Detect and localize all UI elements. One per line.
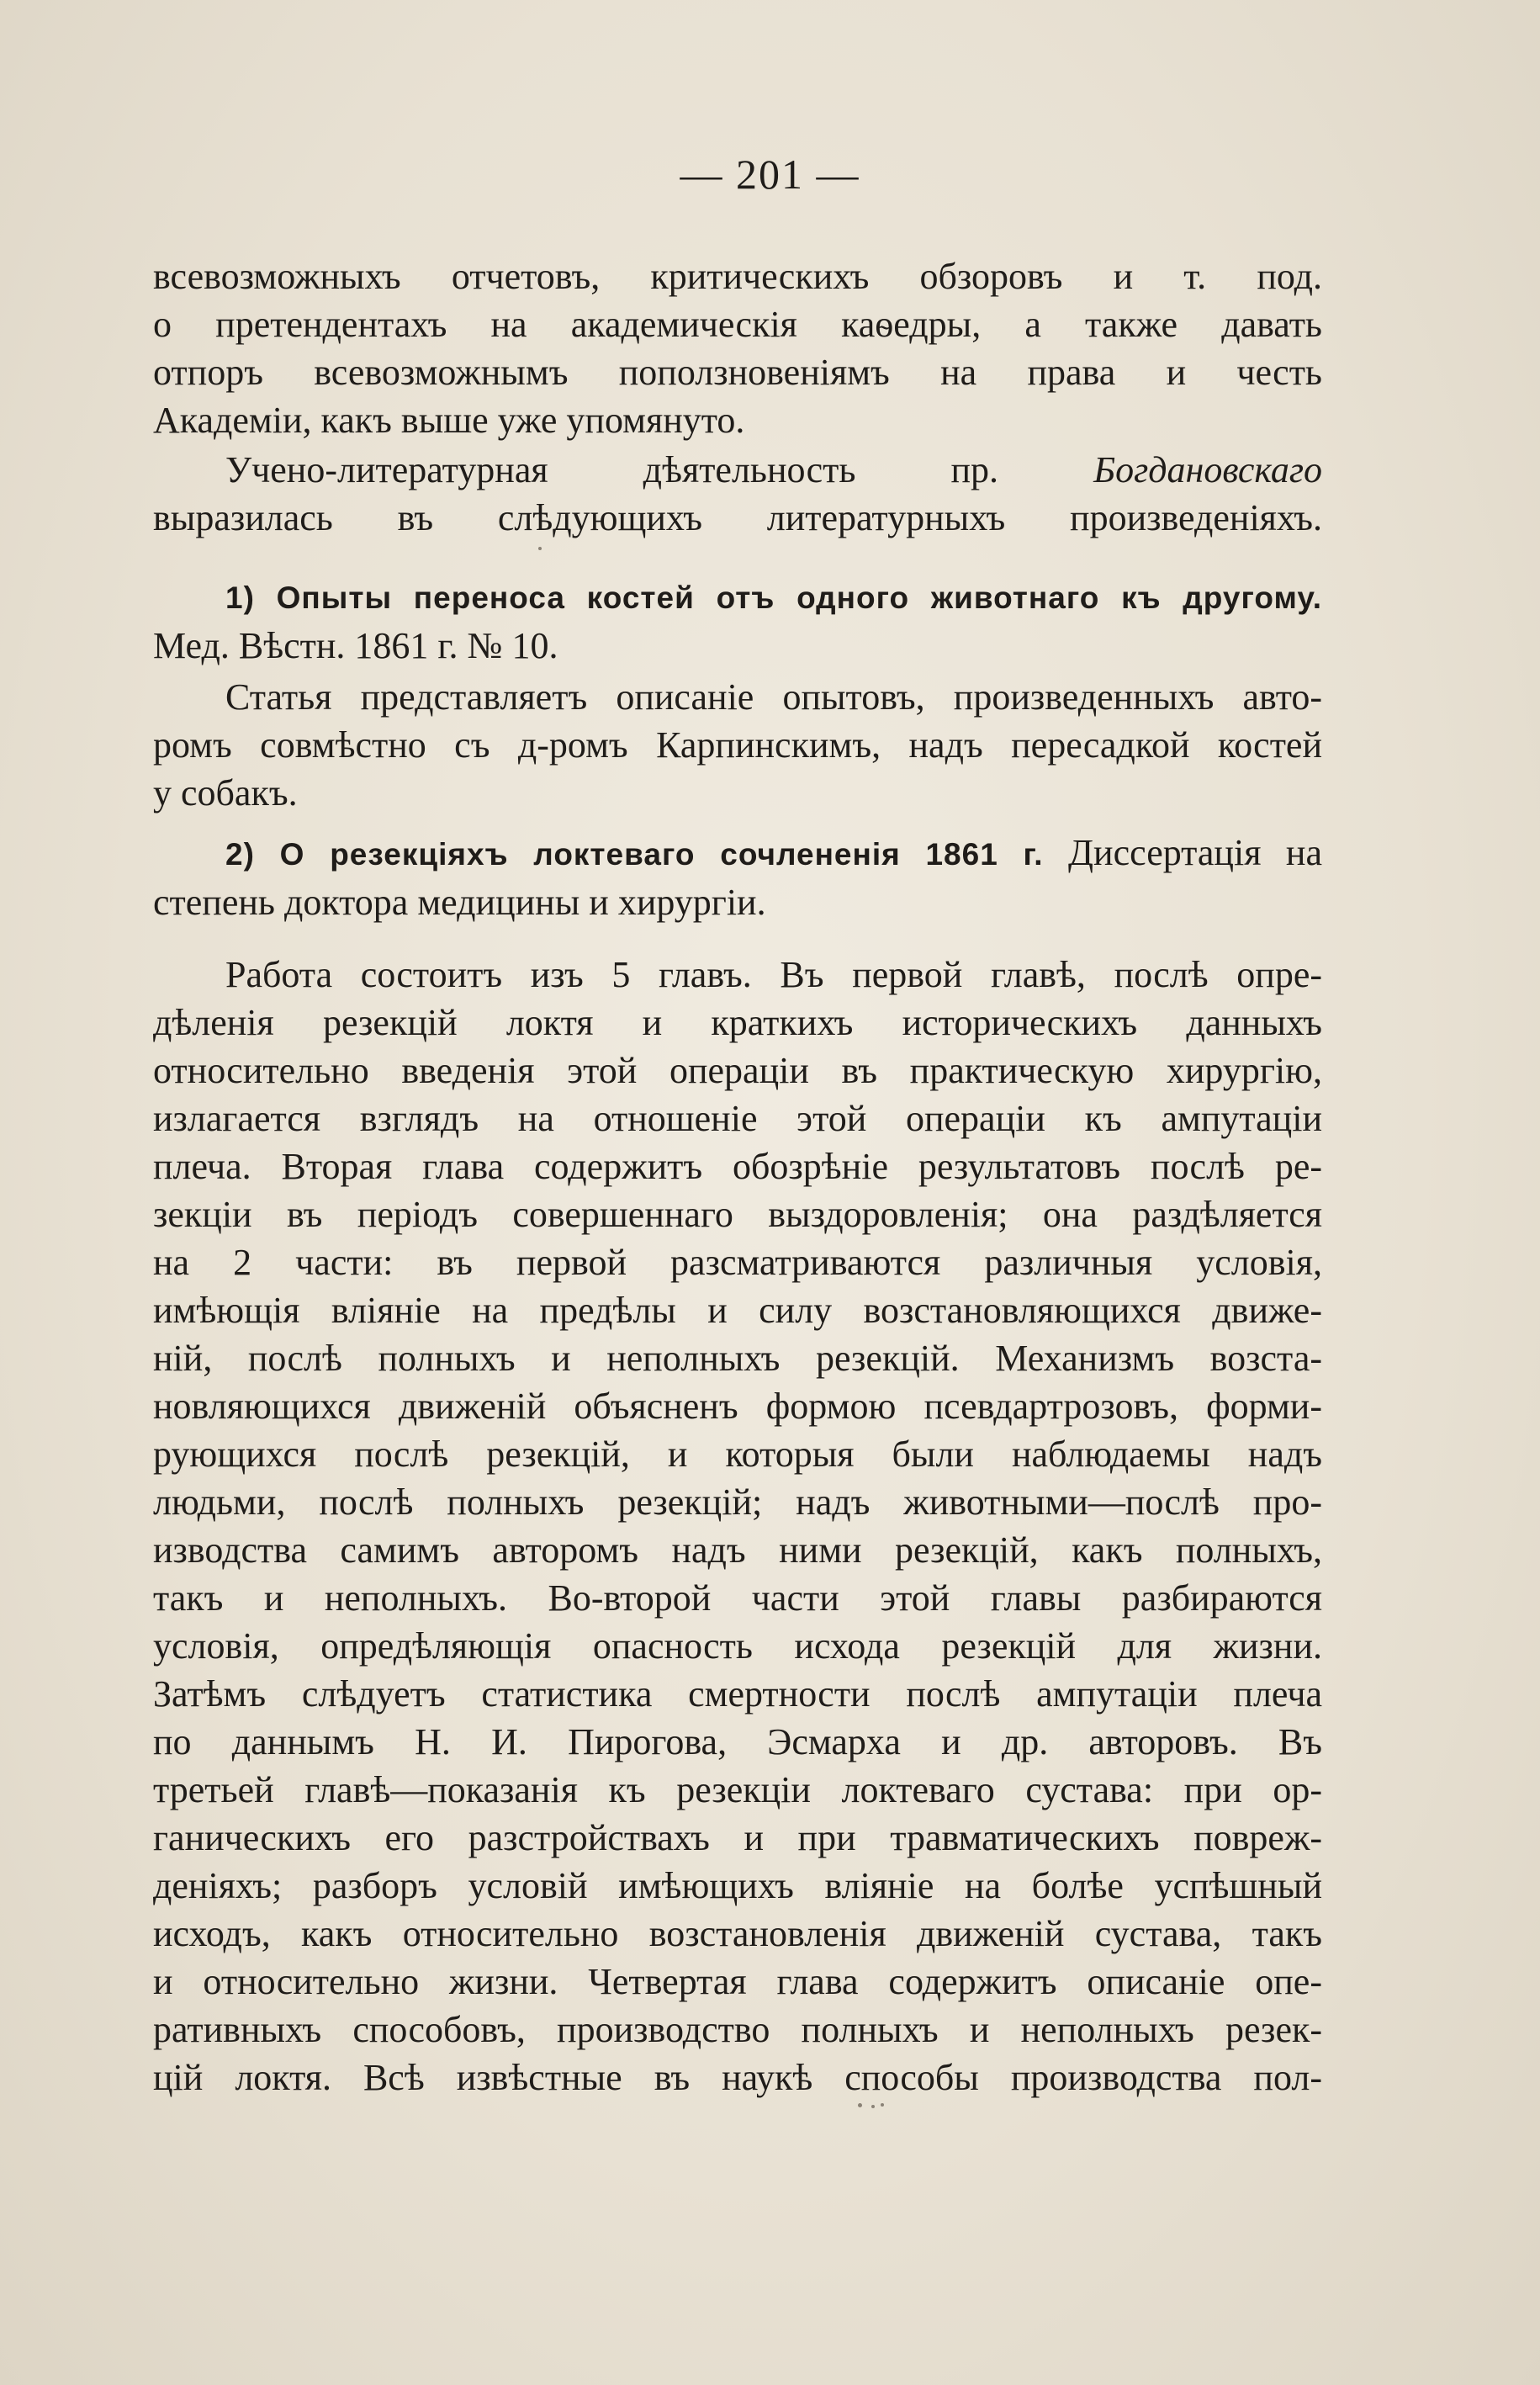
text-line: отпоръ всевозможнымъ поползновеніямъ на права и честь [153,352,1322,393]
text-line: Академіи, какъ выше уже упомянуто. [153,400,745,441]
work-2-description [153,951,1322,2101]
text-line: выразилась въ слѣдующихъ литературныхъ произведеніяхъ. [153,497,1322,538]
text-line: и относительно жизни. Четвертая глава содержитъ описаніе опе- [153,1961,1322,2002]
text-line [153,446,1322,494]
text-run: Учено-литературная дѣятельность пр. [225,449,999,490]
text-line: деніяхъ; разборъ условій имѣющихъ вліяніе на болѣе успѣшный [153,1865,1322,1906]
text-line: третьей главѣ—показанія къ резекціи локтеваго сустава: при ор- [153,1769,1322,1810]
text-line: имѣющія вліяніе на предѣлы и силу возстановляющихся движе- [153,1290,1322,1331]
text-line: людьми, послѣ полныхъ резекцій; надъ животными—послѣ про- [153,1481,1322,1523]
text-line: на 2 части: въ первой разсматриваются различныя условія, [153,1242,1322,1283]
text-line: ній, послѣ полныхъ и неполныхъ резекцій. Механизмъ возста- [153,1338,1322,1379]
work-entry-1 [153,574,1322,670]
text-line: ративныхъ способовъ, производство полныхъ и неполныхъ резек- [153,2009,1322,2050]
text-line: ганическихъ его разстройствахъ и при травматическихъ повреж- [153,1817,1322,1858]
text-line: исходъ, какъ относительно возстановленія движеній сустава, такъ [153,1913,1322,1954]
work-entry-2 [153,829,1322,926]
text-line: у собакъ. [153,772,298,814]
text-line: цій локтя. Всѣ извѣстные въ наукѣ способы производства пол- [153,2057,1322,2098]
text-line: новляющихся движеній объясненъ формою псевдартрозовъ, форми- [153,1386,1322,1427]
paragraph-continuation [153,252,1322,444]
work-title: 1) Опыты переноса костей отъ одного животнаго къ другому. [225,580,1322,615]
text-line: Работа состоитъ изъ 5 главъ. Въ первой главѣ, послѣ опре- [225,954,1322,995]
ink-speck [881,2103,884,2107]
work-reference: Мед. Вѣстн. 1861 г. № 10. [153,625,558,666]
text-line: о претендентахъ на академическія каѳедры, а также давать [153,304,1322,345]
text-line: такъ и неполныхъ. Во-второй части этой главы разбираются [153,1577,1322,1619]
text-line: изводства самимъ авторомъ надъ ними резекцій, какъ полныхъ, [153,1529,1322,1571]
ink-speck [858,2103,862,2107]
text-line: зекціи въ періодъ совершеннаго выздоровленія; она раздѣляется [153,1194,1322,1235]
text-line: степень доктора медицины и хирургіи. [153,882,766,923]
text-line [153,829,1322,878]
ink-speck [538,547,542,550]
text-line: условія, опредѣляющія опасность исхода резекцій для жизни. [153,1625,1322,1667]
text-line: по даннымъ Н. И. Пирогова, Эсмарха и др. авторовъ. Въ [153,1721,1322,1762]
work-1-description [153,673,1322,817]
text-line: Затѣмъ слѣдуетъ статистика смертности послѣ ампутаціи плеча [153,1673,1322,1715]
text-line: всевозможныхъ отчетовъ, критическихъ обзоровъ и т. под. [153,256,1322,297]
text-run: Диссертація на [1068,832,1322,873]
text-line: дѣленія резекцій локтя и краткихъ историческихъ данныхъ [153,1002,1322,1043]
ink-speck [871,2105,875,2108]
page-number: — 201 — [680,151,860,198]
text-line: излагается взглядъ на отношеніе этой операціи къ ампутаціи [153,1098,1322,1139]
text-line: относительно введенія этой операціи въ практическую хирургію, [153,1050,1322,1091]
work-title: 2) О резекціяхъ локтеваго сочлененія 1861 г. [225,837,1044,872]
paragraph-works-intro [153,446,1322,542]
author-name-italic: Богдановскаго [1093,449,1323,490]
text-line: рующихся послѣ резекцій, и которыя были наблюдаемы надъ [153,1434,1322,1475]
text-line: Статья представляетъ описаніе опытовъ, произведенныхъ авто- [225,676,1322,718]
text-line: плеча. Вторая глава содержитъ обозрѣніе результатовъ послѣ ре- [153,1146,1322,1187]
text-line: ромъ совмѣстно съ д-ромъ Карпинскимъ, надъ пересадкой костей [153,724,1322,766]
